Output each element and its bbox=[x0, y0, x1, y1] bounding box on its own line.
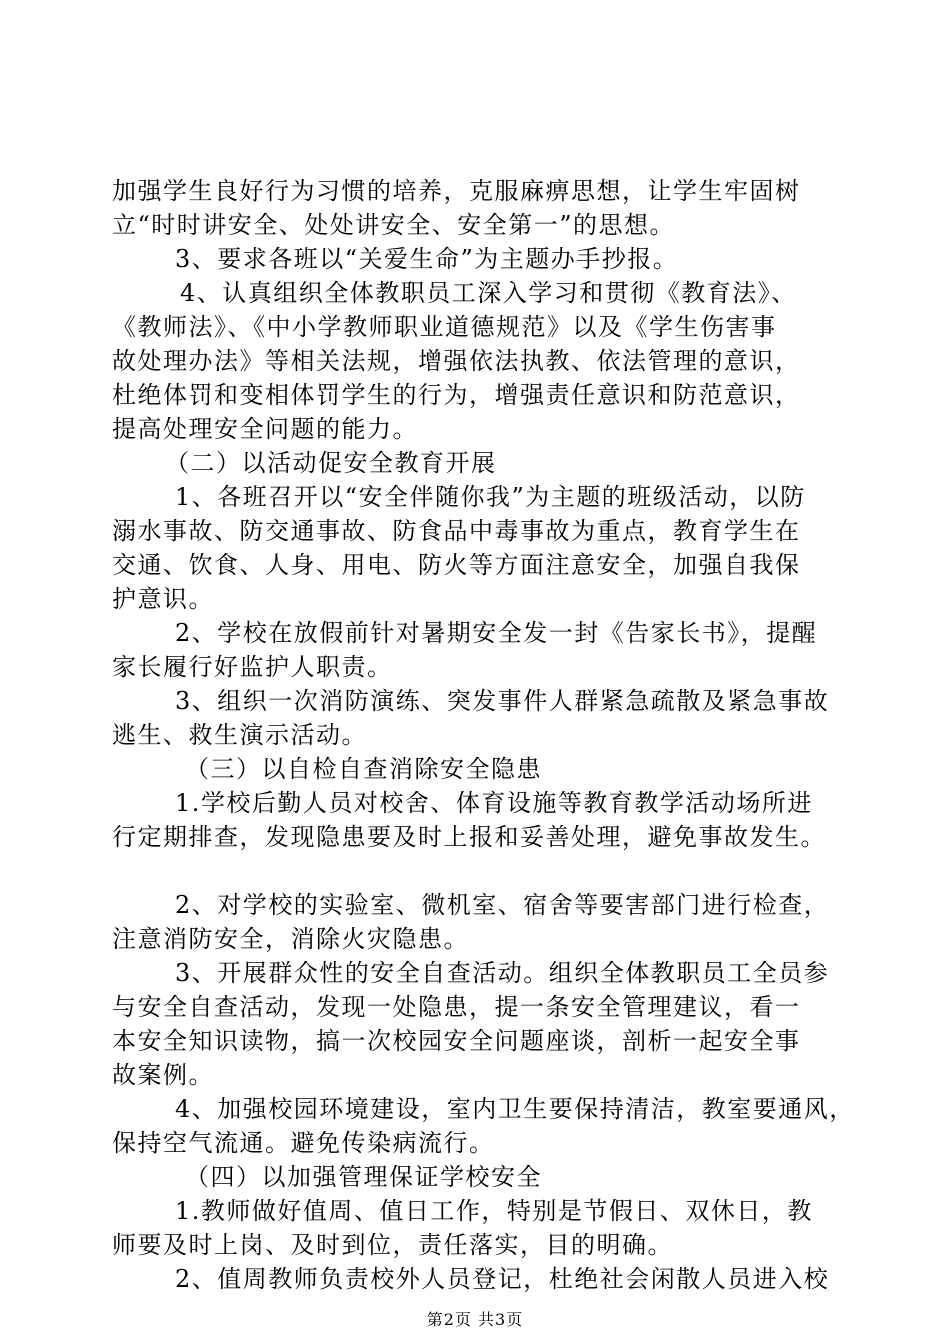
text-line: 2、值周教师负责校外人员登记，杜绝社会闲散人员进入校 bbox=[175, 1265, 830, 1293]
text-line: 《教师法》、《中小学教师职业道德规范》以及《学生伤害事 bbox=[112, 313, 777, 341]
section-heading: （四）以加强管理保证学校安全 bbox=[185, 1163, 542, 1191]
text-line: 家长履行好监护人职责。 bbox=[112, 653, 393, 681]
text-line: 提高处理安全问题的能力。 bbox=[112, 415, 418, 443]
text-line: 2、对学校的实验室、微机室、宿舍等要害部门进行检查， bbox=[175, 891, 830, 919]
text-line: 交通、饮食、人身、用电、防火等方面注意安全，加强自我保 bbox=[112, 551, 801, 579]
text-line: 1、各班召开以“安全伴随你我”为主题的班级活动，以防 bbox=[175, 483, 806, 511]
text-line: 1.教师做好值周、值日工作，特别是节假日、双休日，教 bbox=[175, 1197, 813, 1225]
text-line: 与安全自查活动，发现一处隐患，提一条安全管理建议，看一 bbox=[112, 993, 801, 1021]
section-heading: （二）以活动促安全教育开展 bbox=[165, 449, 497, 477]
text-line: 本安全知识读物，搞一次校园安全问题座谈，剖析一起安全事 bbox=[112, 1027, 801, 1055]
section-heading: （三）以自检自查消除安全隐患 bbox=[185, 755, 542, 783]
text-line: 3、要求各班以“关爱生命”为主题办手抄报。 bbox=[175, 245, 679, 273]
text-line: 杜绝体罚和变相体罚学生的行为，增强责任意识和防范意识， bbox=[112, 381, 801, 409]
text-line: 4、加强校园环境建设，室内卫生要保持清洁，教室要通风， bbox=[175, 1095, 855, 1123]
text-line: 行定期排查，发现隐患要及时上报和妥善处理，避免事故发生。 bbox=[112, 823, 826, 851]
text-line: 加强学生良好行为习惯的培养，克服麻痹思想，让学生牢固树 bbox=[112, 177, 801, 205]
text-line: 3、开展群众性的安全自查活动。组织全体教职员工全员参 bbox=[175, 959, 830, 987]
text-line: 2、学校在放假前针对暑期安全发一封《告家长书》，提醒 bbox=[175, 619, 818, 647]
text-line: 溺水事故、防交通事故、防食品中毒事故为重点，教育学生在 bbox=[112, 517, 801, 545]
text-line: 逃生、救生演示活动。 bbox=[112, 721, 367, 749]
text-line: 护意识。 bbox=[112, 585, 214, 613]
page-number: 第2页 共3页 bbox=[426, 1310, 524, 1329]
text-line: 故案例。 bbox=[112, 1061, 214, 1089]
text-line: 1.学校后勤人员对校舍、体育设施等教育教学活动场所进 bbox=[175, 789, 813, 817]
text-line: 故处理办法》等相关法规，增强依法执教、依法管理的意识， bbox=[112, 347, 801, 375]
text-line: 保持空气流通。避免传染病流行。 bbox=[112, 1129, 495, 1157]
text-line: 师要及时上岗、及时到位，责任落实，目的明确。 bbox=[112, 1231, 673, 1259]
text-line: 注意消防安全，消除火灾隐患。 bbox=[112, 925, 469, 953]
text-line: 3、组织一次消防演练、突发事件人群紧急疏散及紧急事故 bbox=[175, 687, 830, 715]
text-line: 4、认真组织全体教职员工深入学习和贯彻《教育法》、 bbox=[180, 279, 797, 307]
text-line: 立“时时讲安全、处处讲安全、安全第一”的思想。 bbox=[112, 211, 676, 239]
